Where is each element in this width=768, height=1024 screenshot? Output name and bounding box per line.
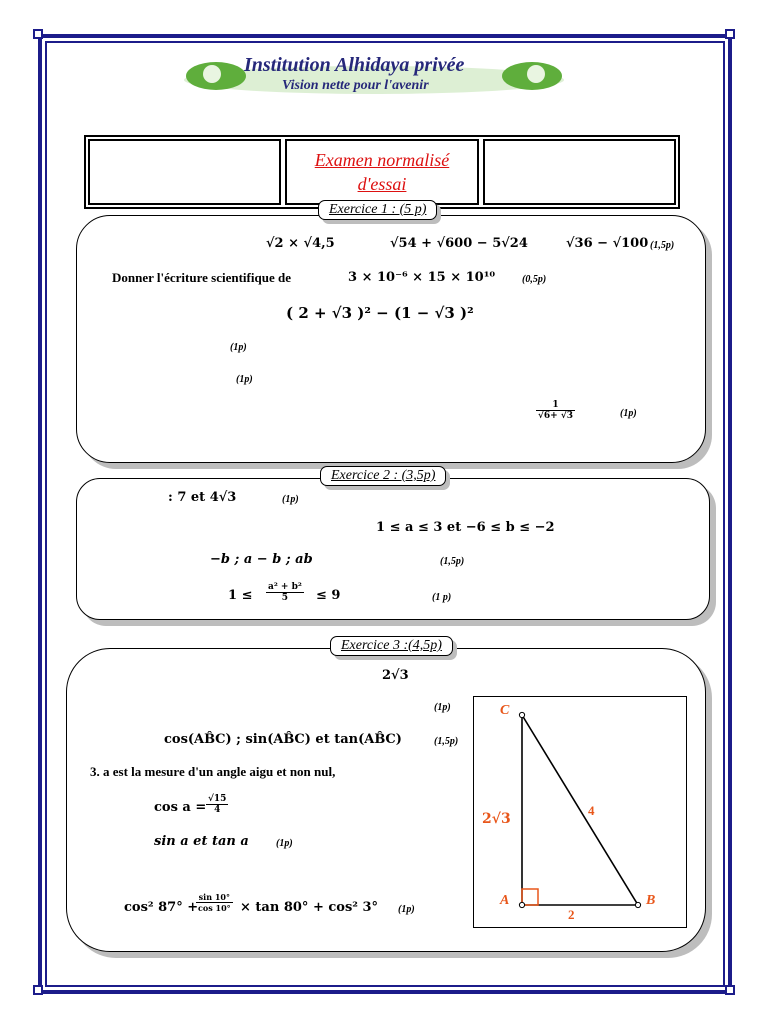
ex2-ineq-left: 1 ≤	[228, 588, 253, 603]
side-cb-line	[522, 715, 638, 905]
ex3-cos-left: cos a =	[154, 800, 207, 815]
corner-ornament	[725, 985, 735, 995]
ex3-points-sin-tan: (1p)	[276, 838, 293, 849]
ex1-points-c: (1p)	[620, 408, 637, 419]
ex3-value: 2√3	[382, 668, 409, 683]
ex3-final-right: × tan 80° + cos² 3°	[240, 900, 379, 915]
ex2-bounds: 1 ≤ a ≤ 3 et −6 ≤ b ≤ −2	[376, 520, 555, 535]
ex1-points-a: (1p)	[230, 342, 247, 353]
ex3-points-trig: (1,5p)	[434, 736, 459, 747]
ex1-expr-b: √54 + √600 − 5√24	[390, 236, 528, 251]
ex2-compare: : 7 et 4√3	[168, 490, 237, 505]
ex3-sin-tan: sin a et tan a	[154, 834, 249, 849]
ex1-expand-expr: ( 2 + √3 )² − (1 − √3 )²	[286, 304, 474, 322]
school-name: Institution Alhidaya privée	[244, 54, 465, 76]
ex1-points-row1: (1,5p)	[650, 240, 675, 251]
label-b: B	[646, 893, 656, 908]
exam-header-table	[84, 135, 680, 209]
header-cell-left	[88, 139, 281, 205]
exam-title-line1: Examen normalisé	[314, 150, 450, 170]
ineq-numerator: a² + b²	[268, 582, 302, 592]
school-slogan: Vision nette pour l'avenir	[282, 78, 429, 93]
final-denominator: cos 10°	[198, 903, 231, 913]
label-side-ac: 2√3	[482, 811, 511, 827]
ex2-ineq-right: ≤ 9	[316, 588, 341, 603]
ex3-points-1: (1p)	[434, 702, 451, 713]
ex2-points-compare: (1p)	[282, 494, 299, 505]
label-c: C	[500, 703, 510, 718]
ex3-final-left: cos² 87° +	[124, 900, 199, 915]
vertex-c	[519, 712, 524, 717]
cos-denominator: 4	[214, 805, 221, 815]
ex3-final-fraction	[196, 892, 233, 913]
ex2-points-ineq: (1 p)	[432, 592, 452, 603]
label-a: A	[500, 893, 510, 908]
exercise-1-box	[76, 215, 706, 463]
corner-ornament	[725, 29, 735, 39]
triangle-figure	[473, 696, 687, 928]
ex1-fraction	[536, 400, 575, 421]
ex1-points-sci: (0,5p)	[522, 274, 547, 285]
school-logo	[176, 50, 572, 106]
vertex-a	[519, 902, 524, 907]
label-side-ab: 2	[568, 907, 575, 922]
ex1-expr-c: √36 − √100	[566, 236, 649, 251]
ex1-expr-a: √2 × √4,5	[266, 236, 335, 251]
ex1-sci-instruction: Donner l'écriture scientifique de	[112, 270, 291, 285]
ineq-denominator: 5	[281, 593, 289, 603]
label-side-cb: 4	[588, 803, 595, 818]
exercise-1-label: Exercice 1 : (5 p)	[318, 200, 437, 220]
corner-ornament	[33, 985, 43, 995]
ex3-question-3: 3. a est la mesure d'un angle aigu et non nul,	[90, 764, 336, 779]
header-cell-center	[285, 139, 478, 205]
exercise-3-label: Exercice 3 :(4,5p)	[330, 636, 453, 656]
header-cell-right	[483, 139, 676, 205]
ex1-points-b: (1p)	[236, 374, 253, 385]
final-numerator: sin 10°	[196, 892, 233, 903]
corner-ornament	[33, 29, 43, 39]
right-angle-marker	[522, 889, 538, 905]
ex3-cos-fraction	[206, 794, 228, 815]
exam-title-line2: d'essai	[357, 174, 407, 194]
ex2-ineq-fraction	[266, 582, 304, 603]
fraction-denominator: √6+ √3	[538, 411, 574, 421]
vertex-b	[635, 902, 640, 907]
fraction-numerator: 1	[536, 400, 575, 411]
ex3-points-final: (1p)	[398, 904, 415, 915]
ex2-points-items: (1,5p)	[440, 556, 465, 567]
ex2-items: −b ; a − b ; ab	[210, 552, 313, 567]
cos-numerator: √15	[208, 794, 227, 804]
ex3-trig-ratios: cos(AB̂C) ; sin(AB̂C) et tan(AB̂C)	[164, 732, 402, 747]
exercise-2-label: Exercice 2 : (3,5p)	[320, 466, 446, 486]
ex1-sci-expr: 3 × 10⁻⁶ × 15 × 10¹⁰	[348, 270, 496, 285]
